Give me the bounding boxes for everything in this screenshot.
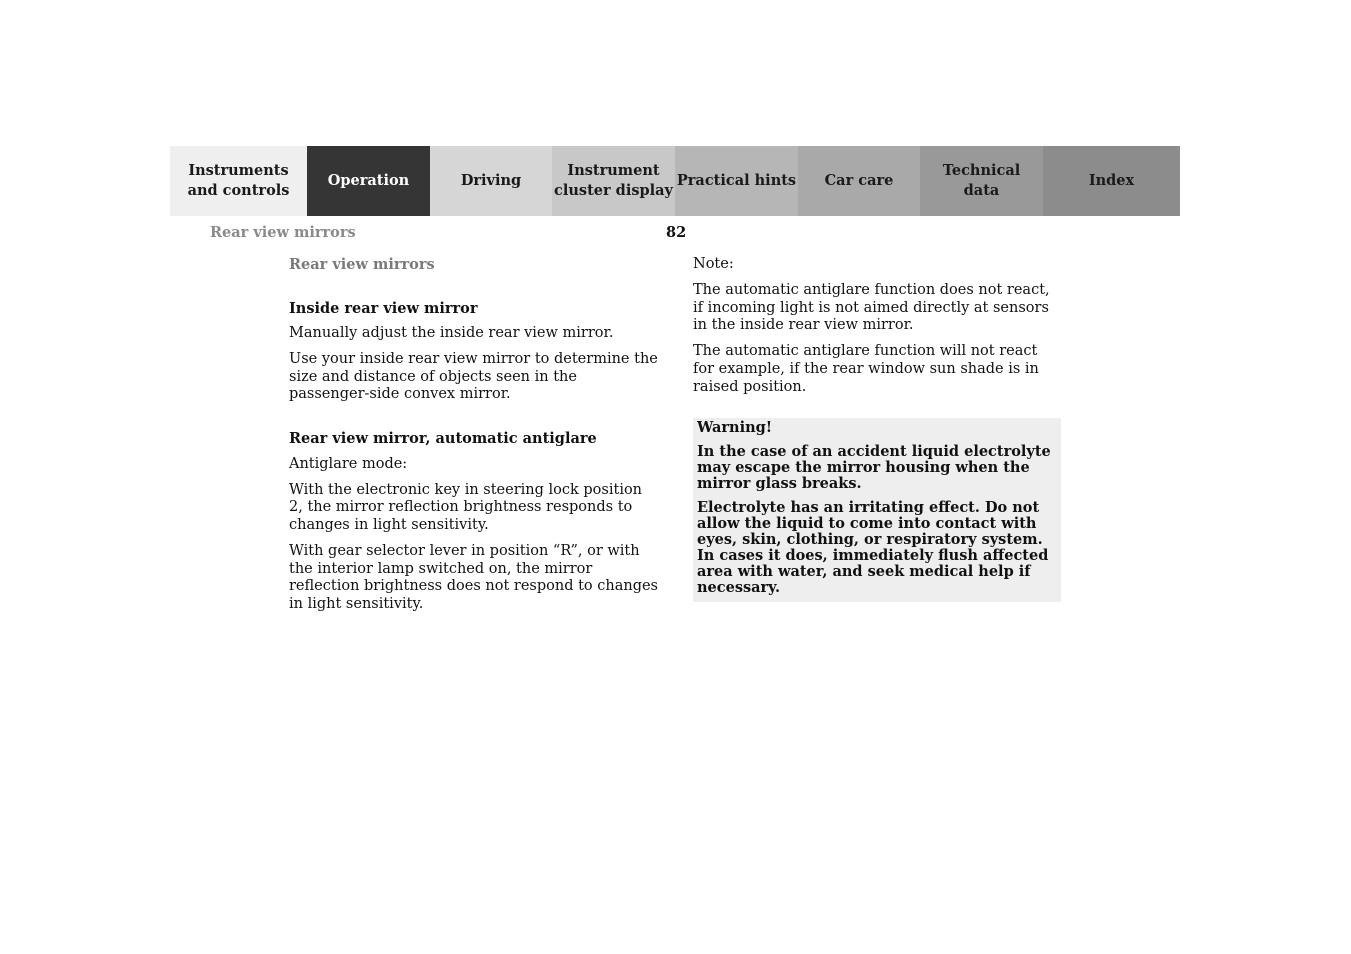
tab-practical-hints[interactable] — [675, 146, 798, 216]
chapter-tab-bar — [170, 146, 1180, 216]
tab-driving[interactable] — [430, 146, 552, 216]
paragraph: With gear selector lever in position “R”, or with the interior lamp switched on, the mirror reflection brightness does not respond to changes in light sensitivity. — [289, 543, 658, 612]
tab-technical-data[interactable] — [920, 146, 1043, 216]
paragraph: Antiglare mode: — [289, 455, 408, 472]
section-title: Rear view mirrors — [289, 256, 435, 273]
warning-paragraph: Electrolyte has an irritating effect. Do not allow the liquid to come into contact with eyes, skin, clothing, or respiratory system. In cases it does, immediately flush affected area with water, and seek medical help if necessary. — [697, 499, 1049, 597]
tab-label: Practical hints — [676, 172, 797, 189]
tab-label: Operation — [327, 172, 410, 189]
note-label: Note: — [693, 256, 734, 272]
note-paragraph: The automatic antiglare function will not react for example, if the rear window sun shade is in raised position. — [693, 343, 1039, 395]
tab-instrument-cluster-display[interactable] — [552, 146, 675, 216]
inside-mirror-heading: Inside rear view mirror — [289, 299, 478, 317]
tab-label: Technical data — [942, 162, 1021, 199]
auto-antiglare-heading: Rear view mirror, automatic antiglare — [289, 430, 597, 448]
warning-paragraph: In the case of an accident liquid electrolyte may escape the mirror housing when the mirror glass breaks. — [697, 443, 1051, 493]
warning-box — [693, 418, 1061, 602]
tab-car-care[interactable] — [798, 146, 920, 216]
paragraph: Use your inside rear view mirror to determine the size and distance of objects seen in the passenger-side convex mirror. — [289, 351, 658, 403]
left-column — [289, 256, 659, 622]
tab-operation[interactable] — [307, 146, 430, 216]
tab-label: Car care — [824, 172, 894, 189]
note-paragraph: The automatic antiglare function does not react, if incoming light is not aimed directly at sensors in the inside rear view mirror. — [693, 282, 1050, 334]
tab-instruments-and-controls[interactable] — [170, 146, 307, 216]
running-title: Rear view mirrors — [210, 224, 356, 241]
page-number: 82 — [666, 224, 687, 241]
tab-label: Instrument cluster display — [554, 162, 673, 199]
tab-label: Driving — [460, 172, 522, 189]
tab-label: Instruments and controls — [187, 162, 290, 199]
paragraph: Manually adjust the inside rear view mirror. — [289, 325, 614, 342]
warning-title: Warning! — [697, 419, 773, 437]
tab-index[interactable] — [1043, 146, 1180, 216]
paragraph: With the electronic key in steering lock position 2, the mirror reflection brightness responds to changes in light sensitivity. — [289, 481, 643, 533]
right-column — [693, 256, 1061, 602]
tab-label: Index — [1088, 172, 1135, 189]
